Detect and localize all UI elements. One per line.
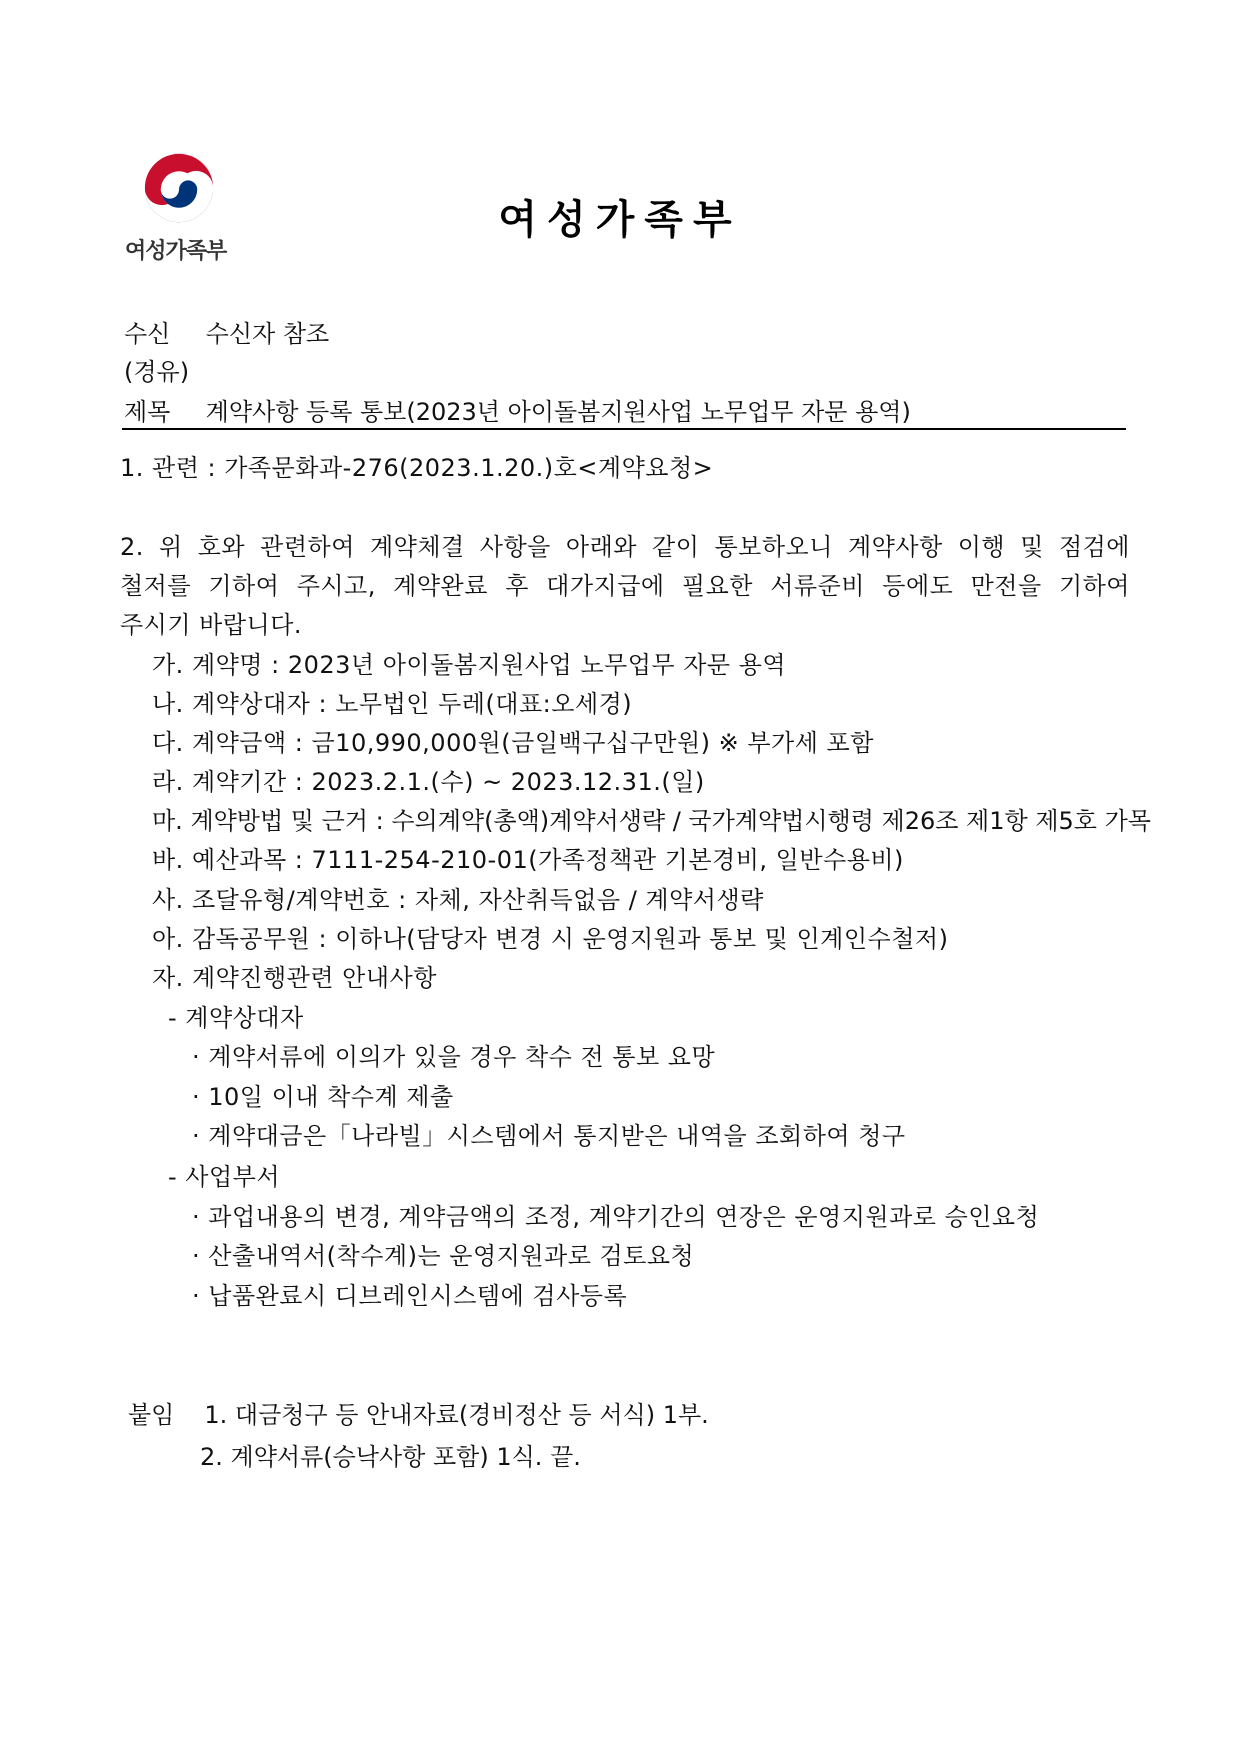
list-item: · 과업내용의 변경, 계약금액의 조정, 계약기간의 연장은 운영지원과로 승인요청	[192, 1203, 1040, 1231]
recipient-value: 수신자 참조	[205, 320, 330, 348]
attachment-label: 붙임	[128, 1401, 175, 1429]
attachment-line1	[128, 1395, 709, 1430]
list-item: · 납품완료시 디브레인시스템에 검사등록	[192, 1282, 628, 1310]
subject-value: 계약사항 등록 통보(2023년 아이돌봄지원사업 노무업무 자문 용역)	[205, 398, 911, 426]
list-item: · 산출내역서(착수계)는 운영지원과로 검토요청	[192, 1242, 695, 1270]
recipient-row	[124, 314, 1124, 349]
via-row: (경유)	[124, 358, 190, 386]
list-item: · 10일 이내 착수계 제출	[192, 1083, 454, 1111]
logo-text: 여성가족부	[125, 239, 227, 264]
subject-label: 제목	[124, 398, 171, 426]
body-paragraph-line2: 철저를 기하여 주시고, 계약완료 후 대가지급에 필요한 서류준비 등에도 만전을 기하여	[120, 572, 1130, 600]
header-divider	[122, 428, 1126, 430]
related-item: 1. 관련 : 가족문화과-276(2023.1.20.)호<계약요청>	[120, 454, 714, 482]
org-title: 여성가족부	[498, 197, 742, 243]
list-item: · 계약대금은「나라빌」시스템에서 통지받은 내역을 조회하여 청구	[192, 1122, 906, 1150]
attachment-item1: 1. 대금청구 등 안내자료(경비정산 등 서식) 1부.	[204, 1401, 709, 1429]
body-paragraph-line1: 2. 위 호와 관련하여 계약체결 사항을 아래와 같이 통보하오니 계약사항 이행 및 점검에	[120, 533, 1130, 561]
contract-name: 가. 계약명 : 2023년 아이돌봄지원사업 노무업무 자문 용역	[152, 651, 787, 679]
subject-row	[124, 392, 1124, 427]
contract-party: 나. 계약상대자 : 노무법인 두레(대표:오세경)	[152, 690, 633, 718]
group-contractor-title: - 계약상대자	[168, 1004, 304, 1032]
contract-method: 마. 계약방법 및 근거 : 수의계약(총액)계약서생략 / 국가계약법시행령 제26조 제1항 제5호 가목	[152, 807, 1151, 835]
contract-period: 라. 계약기간 : 2023.2.1.(수) ~ 2023.12.31.(일)	[152, 768, 705, 796]
recipient-label: 수신	[124, 320, 171, 348]
list-item: · 계약서류에 이의가 있을 경우 착수 전 통보 요망	[192, 1043, 716, 1071]
group-department-title: - 사업부서	[168, 1163, 281, 1191]
supervisor: 아. 감독공무원 : 이하나(담당자 변경 시 운영지원과 통보 및 인계인수철저)	[152, 925, 949, 953]
attachment-item2: 2. 계약서류(승낙사항 포함) 1식. 끝.	[200, 1443, 581, 1471]
guidance-heading: 자. 계약진행관련 안내사항	[152, 964, 437, 992]
procurement-type: 사. 조달유형/계약번호 : 자체, 자산취득없음 / 계약서생략	[152, 886, 764, 914]
contract-amount: 다. 계약금액 : 금10,990,000원(금일백구십구만원) ※ 부가세 포함	[152, 729, 874, 757]
budget-item: 바. 예산과목 : 7111-254-210-01(가족정책관 기본경비, 일반수용비)	[152, 846, 904, 874]
body-paragraph-line3: 주시기 바랍니다.	[120, 611, 303, 639]
